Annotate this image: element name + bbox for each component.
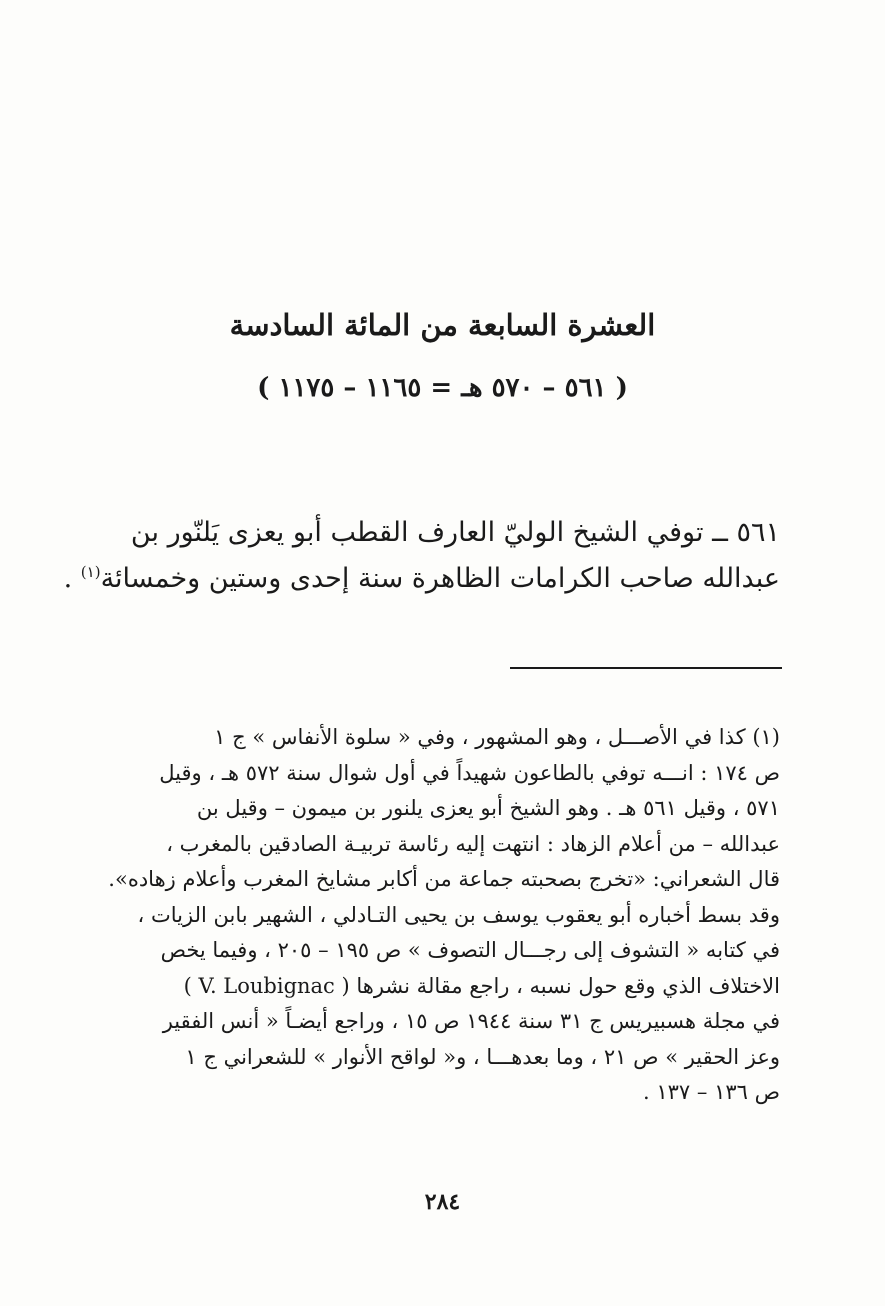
entry-paragraph — [63, 510, 780, 602]
footnote-line: الاختلاف الذي وقع حول نسبه ، راجع مقالة نشرها ( V. Loubignac ) — [183, 973, 780, 998]
entry-end-mark: . — [63, 563, 73, 594]
footnote-line: ص ١٧٤ : انـــه توفي بالطاعون شهيداً في أول شوال سنة ٥٧٢ هـ ، وقيل — [159, 760, 780, 785]
footnote-line: في مجلة هسبيريس ج ٣١ سنة ١٩٤٤ ص ١٥ ، وراجع أيضـاً « أنس الفقير — [162, 1009, 780, 1033]
footnote-line: قال الشعراني: «تخرج بصحبته جماعة من أكابر مشايخ المغرب وأعلام زهاده». — [108, 867, 780, 891]
section-date-range: ( ٥٦١ – ٥٧٠ هـ = ١١٦٥ – ١١٧٥ ) — [257, 373, 628, 403]
footnote-line: عبدالله – من أعلام الزهاد : انتهت إليه رئاسة تربيـة الصادقين بالمغرب ، — [166, 831, 780, 856]
entry-line: ٥٦١ ــ توفي الشيخ الوليّ العارف القطب أبو يعزى يَلنّور بن — [130, 517, 780, 548]
entry-line-text: عبدالله صاحب الكرامات الظاهرة سنة إحدى وستين وخمسائة — [100, 563, 780, 594]
footnote-line: في كتابه « التشوف إلى رجـــال التصوف » ص ١٩٥ – ٢٠٥ ، وفيما يخص — [160, 938, 780, 962]
footnote-marker: (١) — [80, 563, 101, 581]
footnote-block — [100, 720, 780, 1111]
footnote-line: وقد بسط أخباره أبو يعقوب يوسف بن يحيى التـادلي ، الشهير بابن الزيات ، — [137, 902, 780, 927]
footnote-line: وعز الحقير » ص ٢١ ، وما بعدهـــا ، و« لواقح الأنوار » للشعراني ج ١ — [185, 1044, 780, 1069]
entry-line — [63, 556, 780, 602]
footnote-line: ص ١٣٦ – ١٣٧ . — [643, 1080, 780, 1104]
section-title: العشرة السابعة من المائة السادسة — [229, 308, 656, 342]
footnote-line: ٥٧١ ، وقيل ٥٦١ هـ . وهو الشيخ أبو يعزى يلنور بن ميمون – وقيل بن — [196, 796, 780, 820]
footnote-line: (١) كذا في الأصـــل ، وهو المشهور ، وفي « سلوة الأنفاس » ج ١ — [214, 725, 780, 749]
footnote-divider — [510, 667, 782, 669]
page-number: ٢٨٤ — [424, 1189, 461, 1215]
